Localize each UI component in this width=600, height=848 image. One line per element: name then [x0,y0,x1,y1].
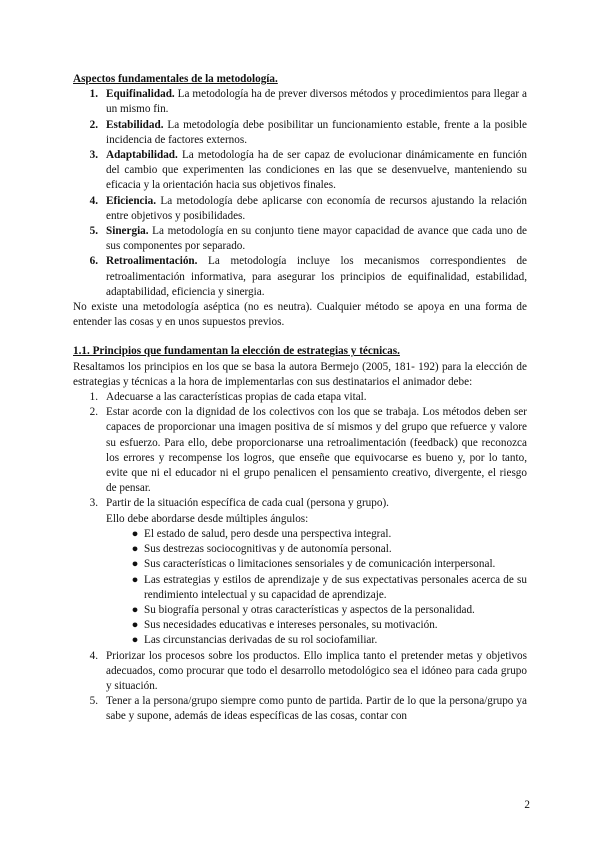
bullet-text: Sus destrezas sociocognitivas y de autonomía personal. [144,543,392,556]
principle-text: Estar acorde con la dignidad de los colectivos con los que se trabaja. Los métodos deben ser capaces de proporcionar una imagen positiva de sí mismos y del grupo que refuerce y valore su esfuerzo. Para ello, debe proporcionarse una retroalimentación (feedback) que reconozca los errores y recompense los logros, que enseñe que equivocarse es bueno y, por lo tanto, evite que ni el educador ni el grupo penalicen el pensamiento creativo, divergente, el riesgo de pensar. [106,406,527,495]
principle-number: 5. [89,695,98,708]
closing-paragraph: No existe una metodología aséptica (no es neutra). Cualquier método se apoya en una forma de entender las cosas y en unos supuestos previos. [73,301,527,329]
aspect-text: La metodología ha de ser capaz de evolucionar dinámicamente en función del cambio que experimenten las condiciones en las que se desenvuelve, manteniendo su eficacia y la orientación hacia sus objetivos finales. [106,149,527,192]
bullet-icon: ● [131,558,139,571]
principle-item [81,390,527,405]
bullet-text: Las circunstancias derivadas de su rol sociofamiliar. [144,634,378,647]
principles-list [73,390,527,724]
principle-item [81,405,527,496]
aspect-number: 5. [89,225,98,238]
bullet-item [126,527,527,542]
bullet-icon: ● [131,603,139,616]
section-heading: Aspectos fundamentales de la metodología. [73,73,278,85]
bullet-text: Sus características o limitaciones sensoriales y de comunicación interpersonal. [144,558,496,571]
aspect-item-retroalimentacion [81,254,527,300]
principle-item [81,649,527,695]
aspect-text: La metodología en su conjunto tiene mayor capacidad de avance que cada uno de sus componentes por separado. [106,225,527,253]
aspect-term: Adaptabilidad. [106,149,178,162]
principle-text: Priorizar los procesos sobre los productos. Ello implica tanto el pretender metas y objetivos adecuados, como procurar que todo el desarrollo metodológico sea el idóneo para cada grupo y situación. [106,649,527,692]
page-number: 2 [524,799,530,811]
intro-paragraph: Resaltamos los principios en los que se basa la autora Bermejo (2005, 181- 192) para la elección de estrategias y técnicas a la hora de implementarlas con sus destinatarios el animador debe: [73,360,527,388]
bullet-item [126,573,527,603]
aspect-text: La metodología debe aplicarse con economía de recursos ajustando la relación entre objetivos y posibilidades. [106,194,527,222]
aspect-item-estabilidad [81,118,527,148]
bullet-item [126,618,527,633]
angles-bullet-list [106,527,527,649]
principle-number: 4. [89,649,98,662]
principle-item [81,694,527,724]
aspects-list [73,87,527,300]
principle-number: 1. [89,391,98,404]
aspect-term: Estabilidad. [106,118,164,131]
bullet-icon: ● [131,634,139,647]
bullet-text: Sus necesidades educativas e intereses personales, su motivación. [144,619,438,632]
aspect-term: Retroalimentación. [106,255,198,268]
bullet-text: Su biografía personal y otras características y aspectos de la personalidad. [144,603,475,616]
aspect-item-sinergia [81,224,527,254]
aspect-number: 6. [89,255,98,268]
aspect-text: La metodología incluye los mecanismos correspondientes de retroalimentación informativa, para asegurar los principios de equifinalidad, estabilidad, adaptabilidad, eficiencia y sinergia. [106,255,527,298]
aspect-term: Eficiencia. [106,194,157,207]
bullet-icon: ● [131,619,139,632]
principle-text: Tener a la persona/grupo siempre como punto de partida. Partir de lo que la persona/grupo ya sabe y supone, además de ideas específicas de las cosas, contar con [106,695,527,723]
bullet-icon: ● [131,573,139,586]
bullet-item [126,633,527,648]
principle-number: 3. [89,497,98,510]
principle-number: 2. [89,406,98,419]
aspect-term: Sinergia. [106,225,149,238]
aspect-number: 4. [89,194,98,207]
principle-sub-intro: Ello debe abordarse desde múltiples ángulos: [106,512,309,525]
aspect-number: 2. [89,118,98,131]
bullet-text: El estado de salud, pero desde una perspectiva integral. [144,527,392,540]
bullet-item [126,603,527,618]
aspect-number: 3. [89,149,98,162]
aspect-text: La metodología ha de prever diversos métodos y procedimientos para llegar a un mismo fin. [106,88,527,116]
bullet-text: Las estrategias y estilos de aprendizaje y de sus expectativas personales acerca de su rendimiento intelectual y su capacidad de aprendizaje. [144,573,527,601]
principle-text: Partir de la situación específica de cada cual (persona y grupo). [106,497,389,510]
bullet-item [126,542,527,557]
aspect-number: 1. [89,88,98,101]
document-page [73,72,527,725]
aspect-text: La metodología debe posibilitar un funcionamiento estable, frente a la posible incidencia de factores externos. [106,118,527,146]
aspect-term: Equifinalidad. [106,88,175,101]
aspect-item-adaptabilidad [81,148,527,194]
subsection-heading: 1.1. Principios que fundamentan la elección de estrategias y técnicas. [73,345,400,358]
bullet-icon: ● [131,527,139,540]
aspect-item-equifinalidad [81,87,527,117]
principle-item [81,496,527,648]
aspect-item-eficiencia [81,194,527,224]
principle-text: Adecuarse a las características propias de cada etapa vital. [106,391,367,404]
bullet-icon: ● [131,543,139,556]
bullet-item [126,557,527,572]
